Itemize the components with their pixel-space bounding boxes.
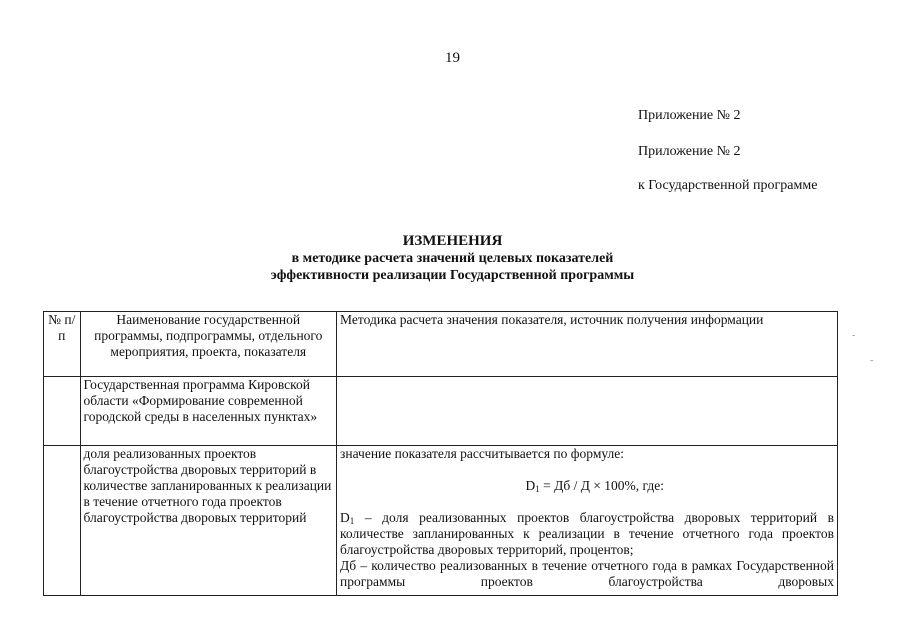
header-name: Наименование государственной программы, подпрограммы, отдельного мероприятия, проекта, показателя: [80, 312, 337, 377]
formula-symbol: D: [525, 478, 536, 493]
appendix-line-2: Приложение № 2: [638, 144, 741, 159]
page-number: 19: [445, 50, 460, 66]
formula-intro: значение показателя рассчитывается по формуле:: [340, 446, 624, 461]
methodology-table: [43, 311, 838, 596]
title-line-2: в методике расчета значений целевых показателей: [291, 251, 614, 266]
appendix-line-3: к Государственной программе: [638, 178, 818, 193]
indicator-name-cell: доля реализованных проектов благоустройства дворовых территорий в количестве запланированных к реализации в течение отчетного года проектов благоустройства дворовых территорий: [80, 446, 337, 596]
title-line-3: эффективности реализации Государственной программы: [270, 268, 635, 283]
program-name-cell: Государственная программа Кировской области «Формирование современной городской среды в населенных пунктах»: [80, 377, 337, 446]
title-main: ИЗМЕНЕНИЯ: [402, 233, 503, 249]
definition-d1-text: – доля реализованных проектов благоустройства дворовых территорий в количестве запланированных к реализации в течение отчетного года проектов благоустройства дворовых территорий, процентов;: [340, 510, 834, 557]
formula-subscript: 1: [535, 484, 540, 494]
scan-mark: -: [870, 355, 874, 366]
definition-db: Дб – количество реализованных в течение отчетного года в рамках Государственной программы проектов благоустройства дворовых: [340, 558, 834, 589]
table-header-row: [44, 312, 838, 377]
header-method: Методика расчета значения показателя, источник получения информации: [337, 312, 838, 377]
program-number-cell: [44, 377, 81, 446]
document-title: [0, 233, 905, 284]
definition-d1-symbol: D: [340, 510, 350, 525]
indicator-number-cell: [44, 446, 81, 596]
definition-d1: [340, 510, 834, 558]
formula: [340, 478, 834, 494]
program-method-cell: [337, 377, 838, 446]
formula-rhs: = Дб / Д × 100%, где:: [539, 478, 664, 493]
table-row: [44, 446, 838, 596]
indicator-method-cell: [337, 446, 838, 596]
header-number: № п/п: [44, 312, 81, 377]
table-row: [44, 377, 838, 446]
definition-d1-subscript: 1: [349, 516, 355, 526]
scan-mark: -: [852, 330, 856, 341]
appendix-line-1: Приложение № 2: [638, 108, 741, 123]
